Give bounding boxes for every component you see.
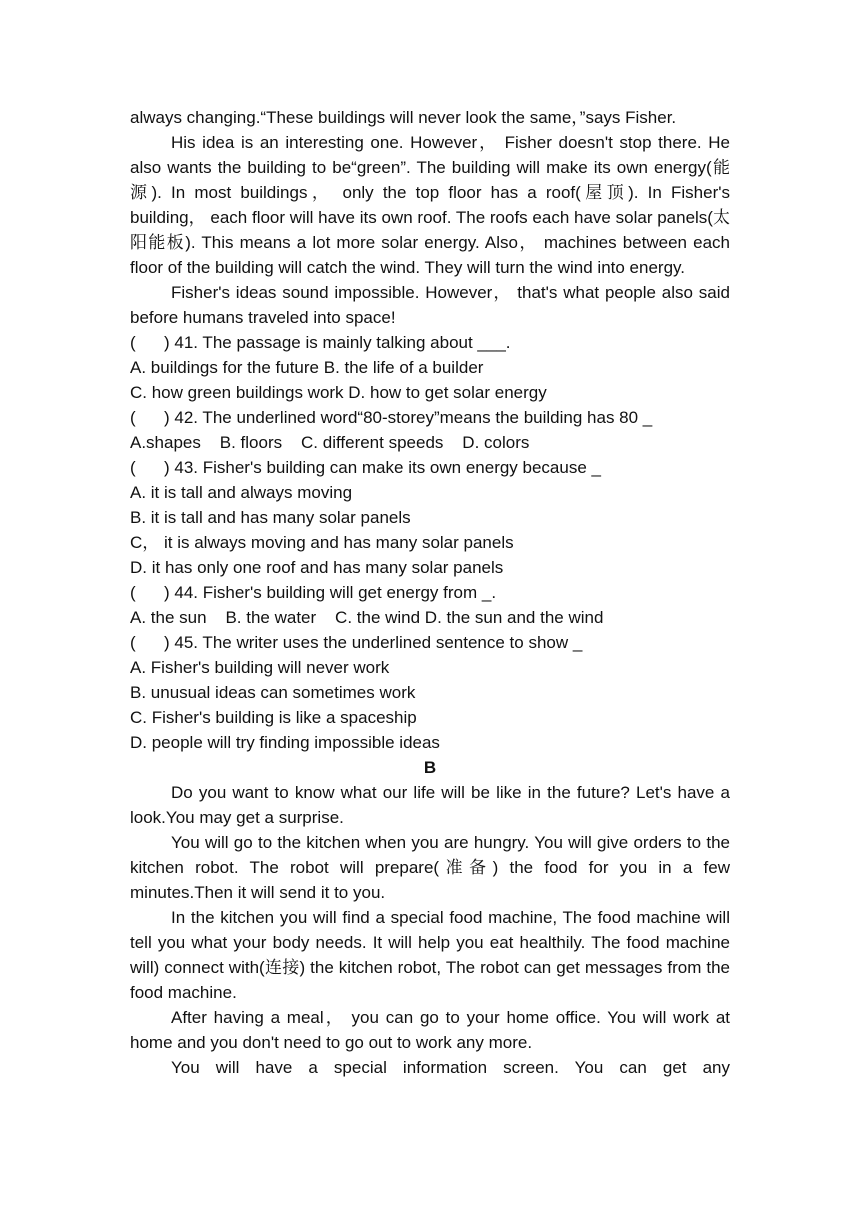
- question-option: B. unusual ideas can sometimes work: [130, 683, 416, 702]
- question-42: [130, 405, 730, 455]
- question-option: C. how green buildings work D. how to get solar energy: [130, 383, 547, 402]
- question-stem: ( ) 45. The writer uses the underlined sentence to show _: [130, 633, 583, 652]
- question-44: [130, 580, 730, 630]
- document-page: [130, 105, 730, 1080]
- passage-b-paragraph: After having a meal， you can go to your home office. You will work at home and you don't need to go out to work any more.: [130, 1008, 730, 1052]
- question-41: [130, 330, 730, 405]
- question-option: D. people will try finding impossible ideas: [130, 733, 440, 752]
- passage-b-paragraph: Do you want to know what our life will be like in the future? Let's have a look.You may get a surprise.: [130, 783, 730, 827]
- question-option: C. Fisher's building is like a spaceship: [130, 708, 417, 727]
- section-heading: B: [423, 758, 437, 777]
- question-stem: ( ) 44. Fisher's building will get energy from _.: [130, 583, 497, 602]
- question-option: A. it is tall and always moving: [130, 483, 353, 502]
- passage-a-paragraph: His idea is an interesting one. However， Fisher doesn't stop there. He also wants the building to be“green”. The building will make its own energy(能源). In most buildings， only the top floor has a roof(屋顶). In Fisher's building， each floor will have its own roof. The roofs each have solar panels(太阳能板). This means a lot more solar energy. Also， machines between each floor of the building will catch the wind. They will turn the wind into energy.: [130, 133, 730, 277]
- question-option: A. buildings for the future B. the life of a builder: [130, 358, 484, 377]
- passage-a-paragraph: Fisher's ideas sound impossible. However， that's what people also said before humans traveled into space!: [130, 283, 730, 327]
- question-option: A. Fisher's building will never work: [130, 658, 390, 677]
- passage-b-paragraph: You will go to the kitchen when you are hungry. You will give orders to the kitchen robot. The robot will prepare(准备) the food for you in a few minutes.Then it will send it to you.: [130, 833, 730, 902]
- question-stem: ( ) 41. The passage is mainly talking about ___.: [130, 333, 511, 352]
- passage-a-paragraph: always changing.“These buildings will never look the same，”says Fisher.: [130, 108, 677, 127]
- question-43: [130, 455, 730, 580]
- question-option: B. it is tall and has many solar panels: [130, 508, 411, 527]
- question-stem: ( ) 42. The underlined word“80-storey”means the building has 80 _: [130, 408, 653, 427]
- question-option: D. it has only one roof and has many solar panels: [130, 558, 504, 577]
- question-stem: ( ) 43. Fisher's building can make its own energy because _: [130, 458, 601, 477]
- passage-b-paragraph-last: You will have a special information screen. You can get any: [171, 1058, 730, 1077]
- passage-b-paragraph: In the kitchen you will find a special food machine, The food machine will tell you what your body needs. It will help you eat healthily. The food machine will) connect with(连接) the kitchen robot, The robot can get messages from the food machine.: [130, 908, 730, 1002]
- question-option: A. the sun B. the water C. the wind D. the sun and the wind: [130, 608, 604, 627]
- question-option: C， it is always moving and has many solar panels: [130, 533, 514, 552]
- question-option: A.shapes B. floors C. different speeds D. colors: [130, 433, 530, 452]
- question-45: [130, 630, 730, 755]
